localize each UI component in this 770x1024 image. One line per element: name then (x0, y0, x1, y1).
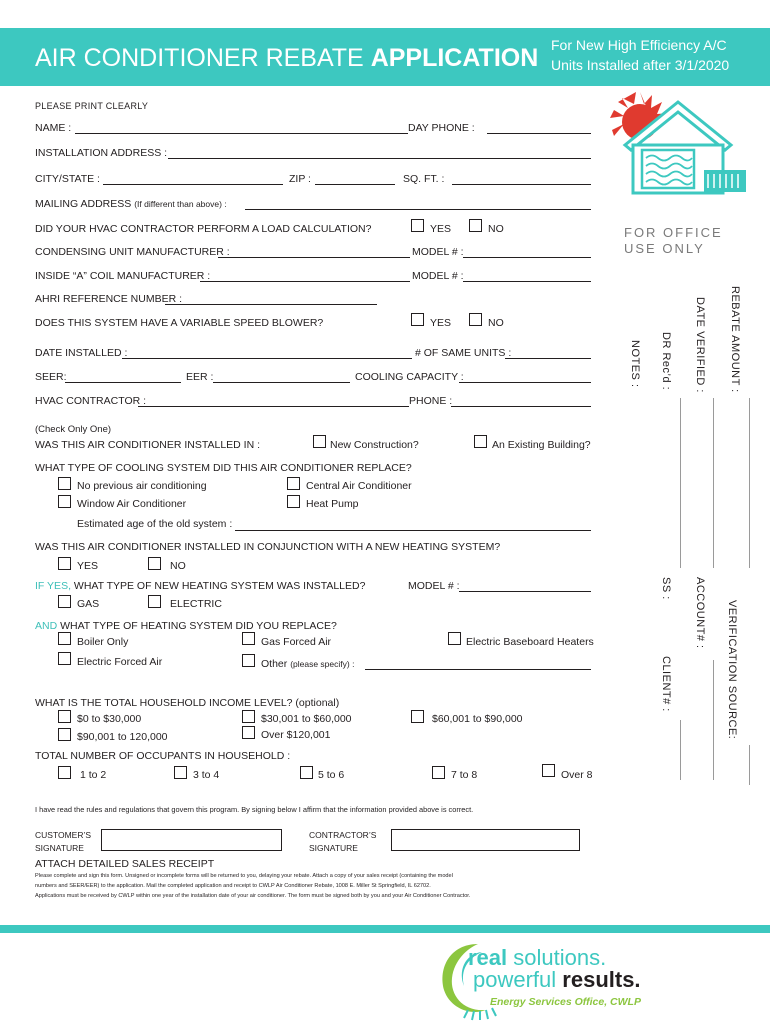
print-clearly-label: PLEASE PRINT CLEARLY (35, 101, 149, 111)
notes-label: NOTES : (629, 340, 641, 388)
income-3-label: $60,001 to $90,000 (432, 713, 523, 725)
contractor-phone-label: PHONE : (409, 395, 453, 407)
slogan-solutions: solutions. (507, 945, 607, 970)
heating-model-label: MODEL # : (408, 580, 460, 592)
check-only-one-note: (Check Only One) (35, 424, 112, 435)
blower-yes-checkbox[interactable] (411, 313, 424, 326)
date-installed-field[interactable] (122, 358, 412, 359)
central-ac-checkbox[interactable] (287, 477, 300, 490)
variable-blower-question: DOES THIS SYSTEM HAVE A VARIABLE SPEED BLOWER? (35, 317, 324, 329)
city-state-label: CITY/STATE : (35, 173, 100, 185)
name-label: NAME : (35, 122, 72, 134)
office-divider-2 (713, 398, 714, 568)
mailing-address-label (35, 198, 227, 210)
date-installed-label: DATE INSTALLED : (35, 347, 128, 359)
income-4-label: $90,001 to 120,000 (77, 731, 168, 743)
slogan-powerful: powerful (473, 967, 563, 992)
window-ac-label: Window Air Conditioner (77, 498, 187, 510)
heating-replace-question (35, 620, 337, 632)
no-previous-label: No previous air conditioning (77, 480, 207, 492)
estimated-age-label: Estimated age of the old system : (77, 518, 233, 530)
customer-sig-label-2: SIGNATURE (35, 843, 84, 853)
office-divider-6 (680, 720, 681, 780)
mailing-address-note: (If different than above) : (134, 199, 227, 209)
new-heating-question (35, 580, 365, 592)
ahri-field[interactable] (165, 304, 377, 305)
slogan-real: real (468, 945, 508, 970)
window-ac-checkbox[interactable] (58, 495, 71, 508)
header-title-bold: APPLICATION (370, 44, 539, 72)
baseboard-checkbox[interactable] (448, 632, 461, 645)
conjunction-yes-checkbox[interactable] (58, 557, 71, 570)
customer-signature-box[interactable] (101, 829, 282, 851)
slogan-line-2 (473, 968, 641, 992)
contractor-sig-label-1: CONTRACTOR’S (309, 830, 377, 840)
baseboard-label: Electric Baseboard Heaters (466, 636, 594, 648)
account-label: ACCOUNT# : (694, 577, 706, 649)
header-title-main: AIR CONDITIONER REBATE (35, 44, 371, 72)
existing-building-checkbox[interactable] (474, 435, 487, 448)
sqft-field[interactable] (452, 184, 591, 185)
date-verified-label: DATE VERIFIED : (694, 297, 706, 393)
occ-5-checkbox[interactable] (542, 764, 555, 777)
install-address-label: INSTALLATION ADDRESS : (35, 147, 168, 159)
electric-checkbox[interactable] (148, 595, 161, 608)
same-units-label: # OF SAME UNITS : (415, 347, 512, 359)
load-calc-yes-label: YES (430, 223, 452, 235)
coil-model-label: MODEL # : (412, 270, 464, 282)
footer-band (0, 925, 770, 933)
office-divider-5 (749, 745, 750, 785)
hvac-contractor-field[interactable] (138, 406, 409, 407)
load-calc-yes-checkbox[interactable] (411, 219, 424, 232)
occ-3-checkbox[interactable] (300, 766, 313, 779)
gas-checkbox[interactable] (58, 595, 71, 608)
blower-no-label: NO (488, 317, 504, 329)
conjunction-question: WAS THIS AIR CONDITIONER INSTALLED IN CONJUNCTION WITH A NEW HEATING SYSTEM? (35, 541, 501, 553)
heat-pump-label: Heat Pump (306, 498, 359, 510)
income-2-checkbox[interactable] (242, 710, 255, 723)
header-title (35, 44, 538, 73)
eer-field[interactable] (213, 382, 350, 383)
load-calc-no-label: NO (488, 223, 504, 235)
gas-forced-checkbox[interactable] (242, 632, 255, 645)
heating-model-field[interactable] (459, 591, 591, 592)
day-phone-field[interactable] (487, 133, 591, 134)
electric-forced-checkbox[interactable] (58, 652, 71, 665)
gas-label: GAS (77, 598, 100, 610)
occ-4-checkbox[interactable] (432, 766, 445, 779)
hvac-contractor-label: HVAC CONTRACTOR : (35, 395, 147, 407)
other-note: (please specify) : (290, 659, 355, 669)
office-heading-2: USE ONLY (624, 241, 705, 256)
heating-replace-text: WHAT TYPE OF HEATING SYSTEM DID YOU REPLACE? (57, 620, 337, 632)
other-checkbox[interactable] (242, 654, 255, 667)
no-previous-checkbox[interactable] (58, 477, 71, 490)
instructions-line-1: Please complete and sign this form. Unsigned or incomplete forms will be returned to you, delaying your rebate. Attach a copy of your sales receipt (containing the model (35, 873, 453, 879)
income-5-checkbox[interactable] (242, 726, 255, 739)
occ-1-checkbox[interactable] (58, 766, 71, 779)
verification-source-label: VERIFICATION SOURCE: (726, 600, 738, 740)
header-subtitle-1: For New High Efficiency A/C (551, 37, 727, 53)
central-ac-label: Central Air Conditioner (306, 480, 412, 492)
name-field[interactable] (75, 133, 408, 134)
electric-forced-label: Electric Forced Air (77, 656, 163, 668)
condensing-mfr-label: CONDENSING UNIT MANUFACTURER : (35, 246, 230, 258)
other-label (261, 658, 354, 670)
electric-label: ELECTRIC (170, 598, 222, 610)
header-subtitle-2: Units Installed after 3/1/2020 (551, 57, 730, 73)
and-label: AND (35, 620, 58, 632)
contractor-sig-label-2: SIGNATURE (309, 843, 358, 853)
dr-recd-label: DR Rec’d : (660, 332, 672, 391)
other-field[interactable] (365, 669, 591, 670)
occ-1-label: 1 to 2 (80, 769, 107, 781)
income-3-checkbox[interactable] (411, 710, 424, 723)
affirm-statement: I have read the rules and regulations that govern this program. By signing below I affirm that the information provided above is correct. (35, 805, 474, 814)
customer-sig-label-1: CUSTOMER’S (35, 830, 92, 840)
income-question: WHAT IS THE TOTAL HOUSEHOLD INCOME LEVEL? (optional) (35, 697, 340, 709)
boiler-checkbox[interactable] (58, 632, 71, 645)
office-divider-4 (713, 660, 714, 780)
condensing-model-label: MODEL # : (412, 246, 464, 258)
ahri-label: AHRI REFERENCE NUMBER : (35, 293, 183, 305)
attach-receipt-label: ATTACH DETAILED SALES RECEIPT (35, 858, 215, 870)
coil-mfr-field[interactable] (200, 281, 410, 282)
coil-mfr-label: INSIDE “A” COIL MANUFACTURER : (35, 270, 211, 282)
blower-no-checkbox[interactable] (469, 313, 482, 326)
rebate-amount-label: REBATE AMOUNT : (729, 286, 741, 393)
cooling-capacity-label: COOLING CAPACITY : (355, 371, 464, 383)
existing-building-label: An Existing Building? (492, 439, 591, 451)
income-1-checkbox[interactable] (58, 710, 71, 723)
seer-field[interactable] (65, 382, 181, 383)
install-address-field[interactable] (168, 158, 591, 159)
occ-5-label: Over 8 (561, 769, 593, 781)
occ-4-label: 7 to 8 (451, 769, 478, 781)
city-state-field[interactable] (103, 184, 283, 185)
cooling-capacity-field[interactable] (459, 382, 591, 383)
instructions-line-3: Applications must be received by CWLP within one year of the installation date of your air conditioner. The form must be signed both by you and your Air Conditioner Contractor. (35, 893, 471, 899)
conjunction-no-checkbox[interactable] (148, 557, 161, 570)
mailing-address-text: MAILING ADDRESS (35, 198, 132, 210)
cooling-replace-question: WHAT TYPE OF COOLING SYSTEM DID THIS AIR CONDITIONER REPLACE? (35, 462, 412, 474)
occupants-question: TOTAL NUMBER OF OCCUPANTS IN HOUSEHOLD : (35, 750, 291, 762)
condensing-mfr-field[interactable] (218, 257, 410, 258)
estimated-age-field[interactable] (235, 530, 591, 531)
blower-yes-label: YES (430, 317, 452, 329)
same-units-field[interactable] (505, 358, 591, 359)
instructions-line-2: numbers and SEER/EER) to the application. Mail the completed application and receipt to CWLP Air Conditioner Rebate, 1008 E. Miller St Springfield, IL 62702. (35, 883, 431, 889)
gas-forced-label: Gas Forced Air (261, 636, 332, 648)
house-sun-icon (600, 90, 750, 195)
office-name: Energy Services Office, CWLP (490, 996, 641, 1008)
conjunction-no-label: NO (170, 560, 186, 572)
load-calc-question: DID YOUR HVAC CONTRACTOR PERFORM A LOAD CALCULATION? (35, 223, 372, 235)
zip-field[interactable] (315, 184, 395, 185)
occ-2-checkbox[interactable] (174, 766, 187, 779)
sqft-label: SQ. FT. : (403, 173, 445, 185)
seer-label: SEER: (35, 371, 67, 383)
heat-pump-checkbox[interactable] (287, 495, 300, 508)
coil-model-field[interactable] (463, 281, 591, 282)
client-label: CLIENT# : (660, 656, 672, 712)
slogan-results: results. (562, 967, 641, 992)
mailing-address-field[interactable] (245, 209, 591, 210)
zip-label: ZIP : (289, 173, 311, 185)
if-yes-label: IF YES, (35, 580, 71, 592)
day-phone-label: DAY PHONE : (408, 122, 475, 134)
other-text: Other (261, 658, 288, 670)
income-2-label: $30,001 to $60,000 (261, 713, 352, 725)
load-calc-no-checkbox[interactable] (469, 219, 482, 232)
office-heading-1: FOR OFFICE (624, 225, 723, 240)
income-4-checkbox[interactable] (58, 728, 71, 741)
new-construction-checkbox[interactable] (313, 435, 326, 448)
boiler-label: Boiler Only (77, 636, 129, 648)
occ-2-label: 3 to 4 (193, 769, 220, 781)
contractor-phone-field[interactable] (451, 406, 591, 407)
new-heating-text: WHAT TYPE OF NEW HEATING SYSTEM WAS INSTALLED? (71, 580, 366, 592)
eer-label: EER : (186, 371, 214, 383)
installed-in-question: WAS THIS AIR CONDITIONER INSTALLED IN : (35, 439, 261, 451)
new-construction-label: New Construction? (330, 439, 419, 451)
office-divider-3 (680, 398, 681, 568)
ss-label: SS : (660, 577, 672, 600)
condensing-model-field[interactable] (463, 257, 591, 258)
income-5-label: Over $120,001 (261, 729, 331, 741)
office-divider-1 (749, 398, 750, 568)
occ-3-label: 5 to 6 (318, 769, 345, 781)
income-1-label: $0 to $30,000 (77, 713, 142, 725)
contractor-signature-box[interactable] (391, 829, 580, 851)
conjunction-yes-label: YES (77, 560, 99, 572)
